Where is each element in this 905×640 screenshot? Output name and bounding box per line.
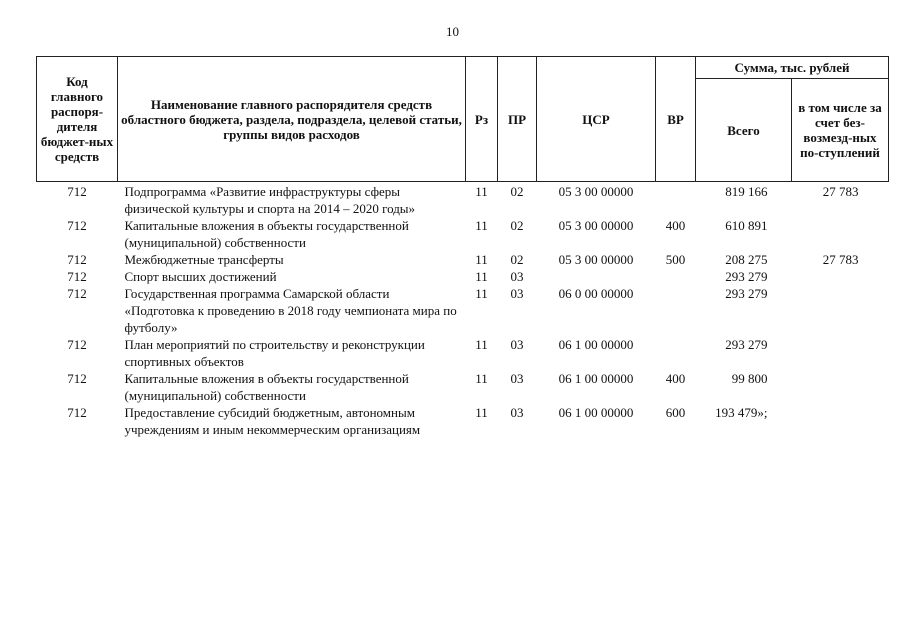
cell-name: Капитальные вложения в объекты государственной (муниципальной) собственности bbox=[124, 218, 409, 250]
cell-vr bbox=[656, 285, 696, 336]
cell-total: 99 800 bbox=[731, 371, 768, 386]
header-sum: Сумма, тыс. рублей bbox=[696, 57, 889, 79]
budget-table bbox=[36, 56, 889, 438]
cell-pr: 02 bbox=[510, 218, 524, 233]
cell-name: Предоставление субсидий бюджетным, автономным учреждениям и иным некоммерческим организациям bbox=[124, 405, 421, 437]
header-csr: ЦСР bbox=[537, 57, 656, 182]
cell-total: 293 279 bbox=[725, 286, 768, 301]
table-row bbox=[37, 251, 889, 268]
cell-vr: 500 bbox=[665, 252, 686, 267]
table-row bbox=[37, 285, 889, 336]
table-row bbox=[37, 217, 889, 251]
header-incl: в том числе за счет без-возмезд-ных по-ступлений bbox=[792, 79, 889, 182]
cell-csr: 06 0 00 00000 bbox=[558, 286, 634, 301]
cell-csr: 05 3 00 00000 bbox=[558, 252, 634, 267]
cell-rz: 11 bbox=[475, 286, 488, 301]
cell-code: 712 bbox=[67, 269, 87, 284]
cell-incl bbox=[792, 285, 889, 336]
cell-code: 712 bbox=[67, 218, 87, 233]
cell-incl: 27 783 bbox=[822, 184, 859, 199]
cell-vr: 600 bbox=[665, 405, 686, 420]
cell-rz: 11 bbox=[475, 269, 488, 284]
cell-code: 712 bbox=[67, 405, 87, 420]
cell-pr: 02 bbox=[510, 252, 524, 267]
header-code: Код главного распоря-дителя бюджет-ных средств bbox=[37, 57, 118, 182]
cell-total: 293 279 bbox=[725, 269, 768, 284]
cell-incl bbox=[792, 370, 889, 404]
header-pr: ПР bbox=[498, 57, 537, 182]
cell-vr: 400 bbox=[665, 218, 686, 233]
cell-code: 712 bbox=[67, 337, 87, 352]
table-row bbox=[37, 182, 889, 218]
cell-rz: 11 bbox=[475, 337, 488, 352]
cell-csr bbox=[537, 268, 656, 285]
cell-csr: 06 1 00 00000 bbox=[558, 371, 634, 386]
cell-pr: 03 bbox=[510, 337, 524, 352]
header-total: Всего bbox=[696, 79, 792, 182]
cell-pr: 02 bbox=[510, 184, 524, 199]
cell-rz: 11 bbox=[475, 184, 488, 199]
cell-incl bbox=[792, 217, 889, 251]
cell-vr bbox=[656, 182, 696, 218]
cell-pr: 03 bbox=[510, 269, 524, 284]
table-row bbox=[37, 336, 889, 370]
cell-incl bbox=[792, 404, 889, 438]
cell-vr bbox=[656, 336, 696, 370]
table-row bbox=[37, 404, 889, 438]
cell-total: 610 891 bbox=[725, 218, 768, 233]
cell-incl bbox=[792, 268, 889, 285]
header-rz: Рз bbox=[466, 57, 498, 182]
cell-rz: 11 bbox=[475, 371, 488, 386]
cell-csr: 06 1 00 00000 bbox=[558, 337, 634, 352]
cell-name: Подпрограмма «Развитие инфраструктуры сферы физической культуры и спорта на 2014 – 2020 годы» bbox=[124, 184, 416, 216]
cell-total: 819 166 bbox=[725, 184, 768, 199]
cell-total: 193 479»; bbox=[715, 405, 768, 420]
cell-pr: 03 bbox=[510, 286, 524, 301]
cell-pr: 03 bbox=[510, 405, 524, 420]
cell-name: Капитальные вложения в объекты государственной (муниципальной) собственности bbox=[124, 371, 409, 403]
page-number: 10 bbox=[446, 24, 459, 39]
header-name: Наименование главного распорядителя средств областного бюджета, раздела, подраздела, целевой статьи, группы видов расходов bbox=[118, 57, 466, 182]
cell-vr bbox=[656, 268, 696, 285]
header-vr: ВР bbox=[656, 57, 696, 182]
cell-code: 712 bbox=[67, 252, 87, 267]
cell-incl: 27 783 bbox=[822, 252, 859, 267]
cell-rz: 11 bbox=[475, 405, 488, 420]
cell-name: Межбюджетные трансферты bbox=[124, 252, 284, 267]
cell-rz: 11 bbox=[475, 252, 488, 267]
cell-csr: 05 3 00 00000 bbox=[558, 218, 634, 233]
cell-code: 712 bbox=[67, 286, 87, 301]
cell-total: 208 275 bbox=[725, 252, 768, 267]
table-row bbox=[37, 370, 889, 404]
cell-code: 712 bbox=[67, 371, 87, 386]
cell-name: Спорт высших достижений bbox=[124, 269, 277, 284]
cell-rz: 11 bbox=[475, 218, 488, 233]
cell-total: 293 279 bbox=[725, 337, 768, 352]
cell-pr: 03 bbox=[510, 371, 524, 386]
cell-csr: 05 3 00 00000 bbox=[558, 184, 634, 199]
cell-name: Государственная программа Самарской области «Подготовка к проведению в 2018 году чемпионата мира по футболу» bbox=[124, 286, 457, 335]
cell-incl bbox=[792, 336, 889, 370]
cell-csr: 06 1 00 00000 bbox=[558, 405, 634, 420]
cell-code: 712 bbox=[67, 184, 87, 199]
cell-name: План мероприятий по строительству и реконструкции спортивных объектов bbox=[124, 337, 425, 369]
table-row bbox=[37, 268, 889, 285]
cell-vr: 400 bbox=[665, 371, 686, 386]
